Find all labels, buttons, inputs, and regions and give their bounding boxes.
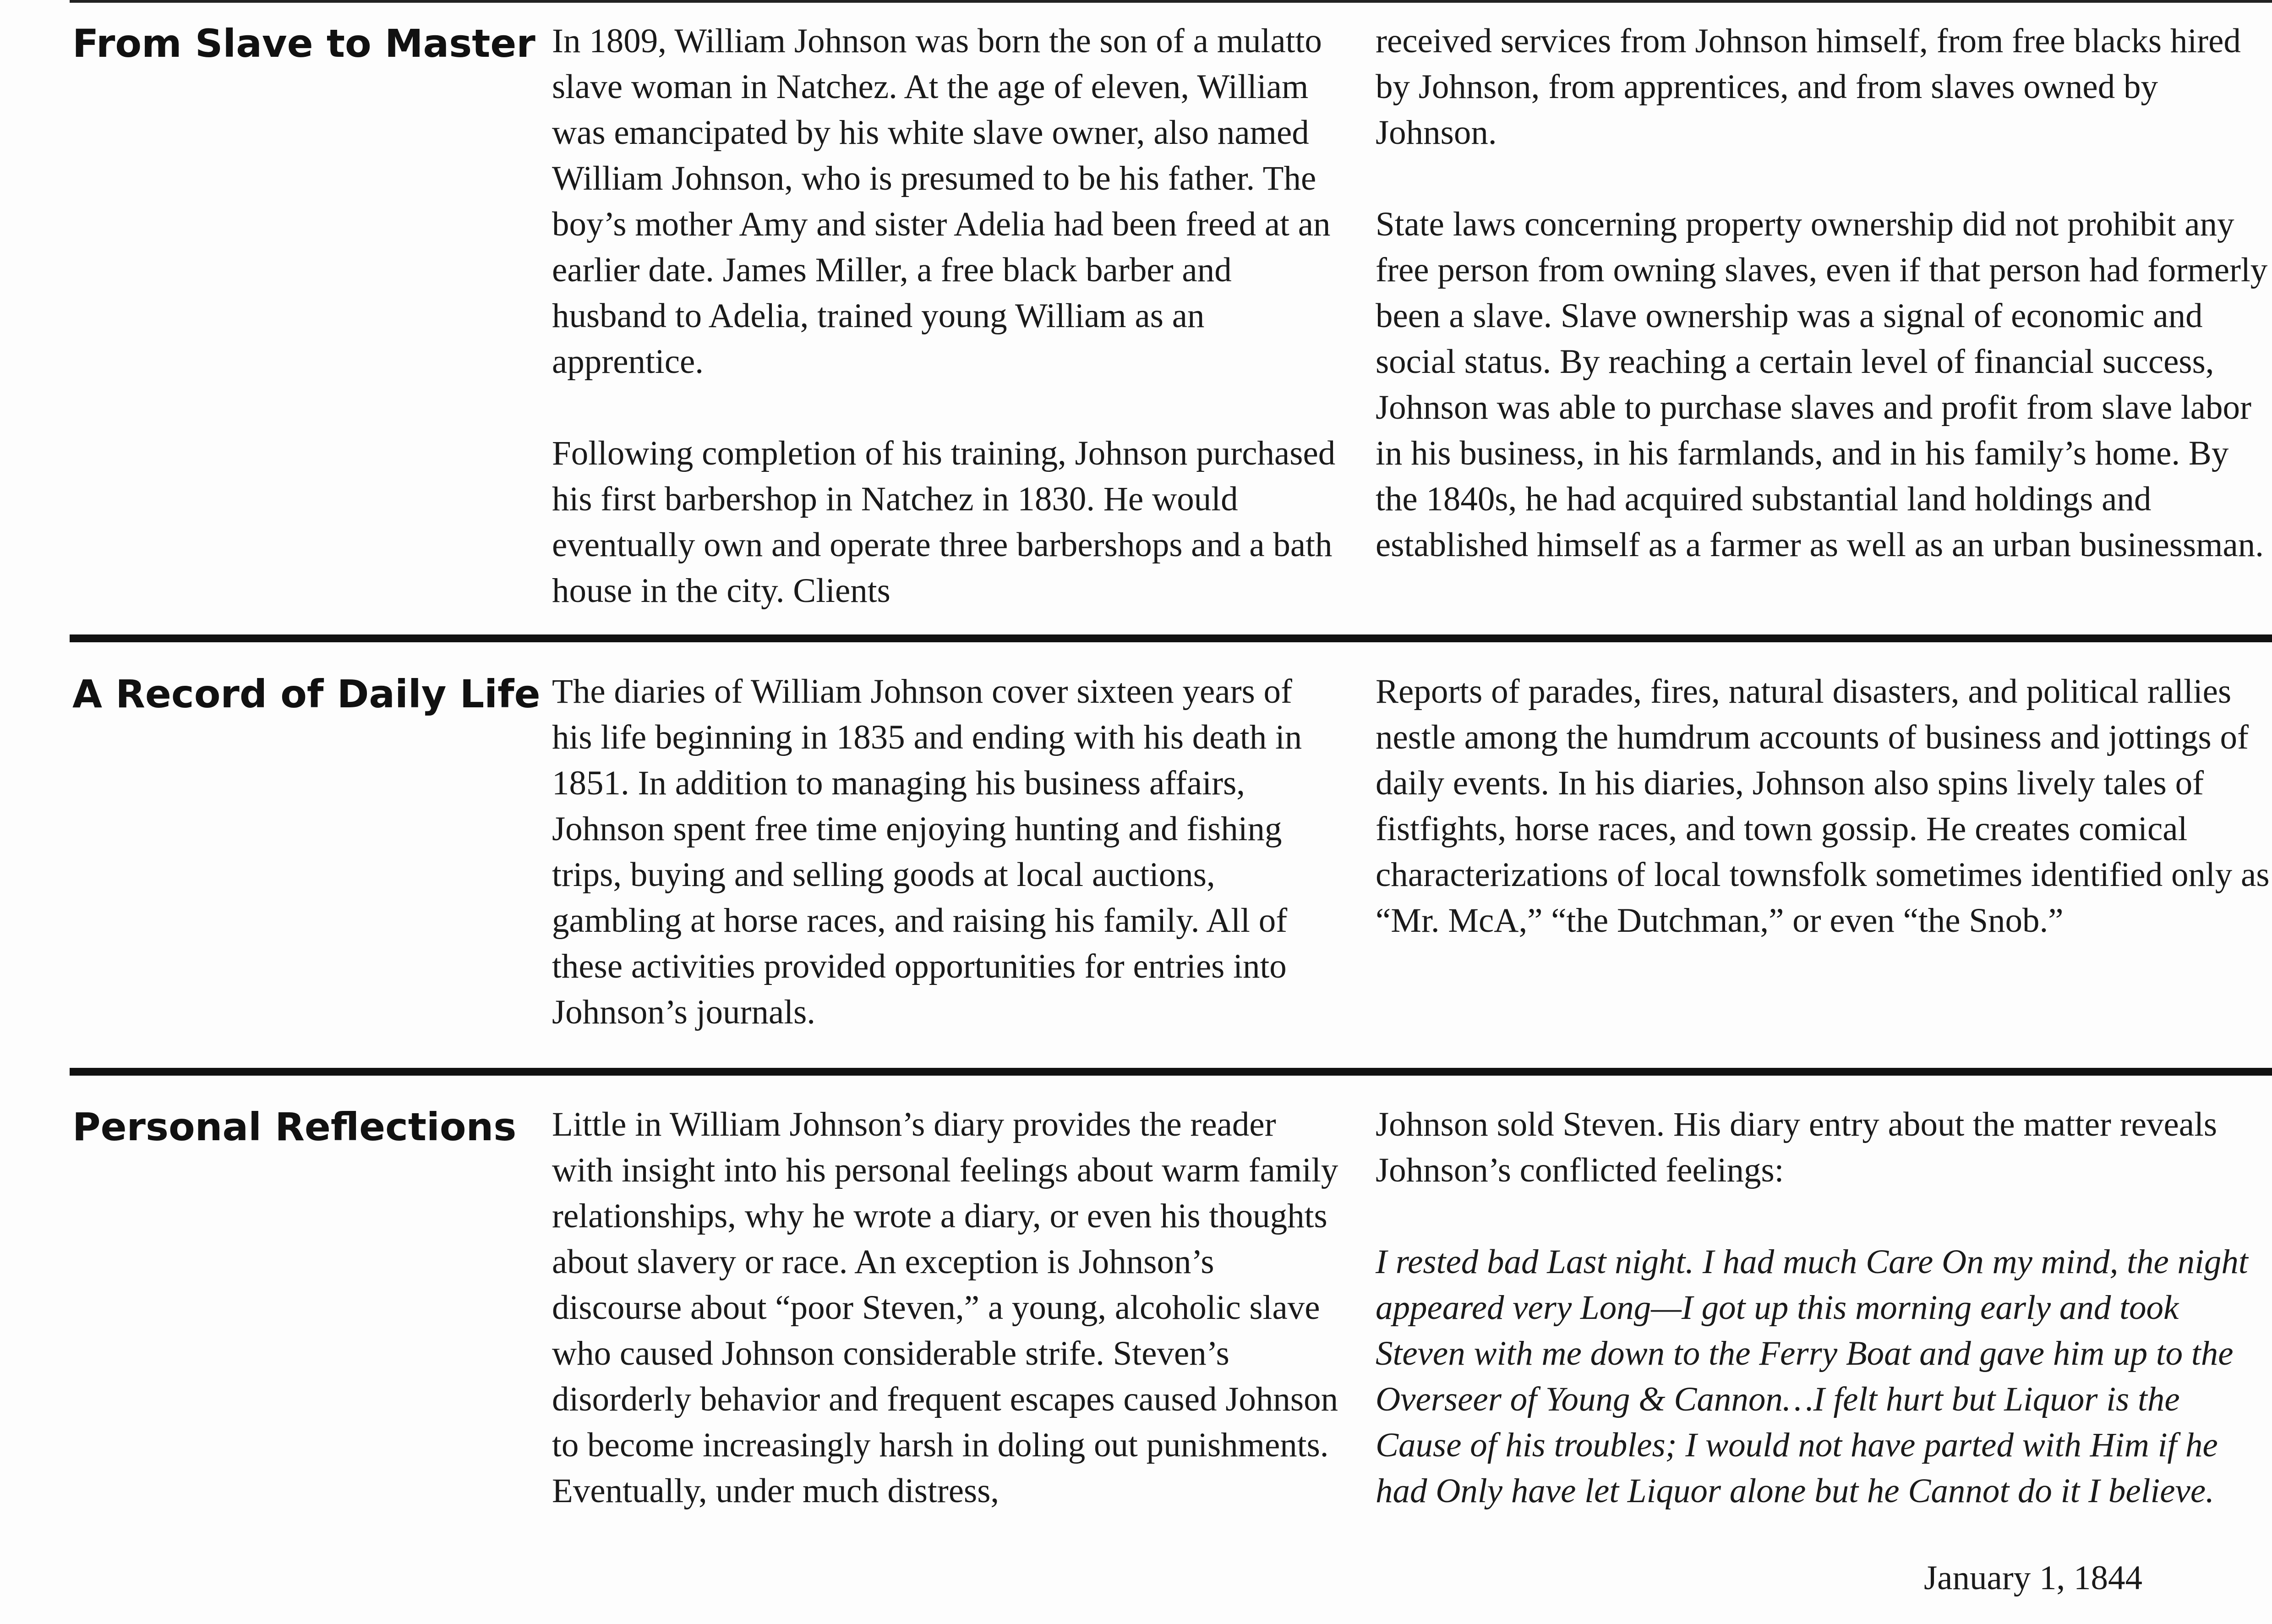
paragraph: State laws concerning property ownership did not prohibit any free person from owning slaves, even if that person had formerly been a slave. Slave ownership was a signal of economic and social status. By reaching a certain level of financial success, Johnson was able to purchase slaves and profit from slave labor in his business, in his farmlands, and in his family’s home. By the 1840s, he had acquired substantial land holdings and established himself as a farmer as well as an urban businessman. xyxy=(1376,205,2268,564)
diary-quote: I rested bad Last night. I had much Care On my mind, the night appeared very Long—I got up this morning early and took Steven with me down to the Ferry Boat and gave him up to the Overseer of Young & Cannon…I felt hurt but Liquor is the Cause of his troubles; I would not have parted with Him if he had Only have let Liquor alone but he Cannot do it I believe. xyxy=(1376,1243,2248,1510)
section-record-of-daily-life xyxy=(0,669,2272,1063)
left-column xyxy=(552,669,1340,1035)
left-column xyxy=(552,18,1340,614)
paragraph: Following completion of his training, Johnson purchased his first barbershop in Natchez in 1830. He would eventually own and operate three barbershops and a bath house in the city. Clients xyxy=(552,434,1336,610)
left-column xyxy=(552,1102,1340,1514)
paragraph: Little in William Johnson’s diary provides the reader with insight into his personal feelings about warm family relationships, why he wrote a diary, or even his thoughts about slavery or race. An exception is Johnson’s discourse about “poor Steven,” a young, alcoholic slave who caused Johnson considerable strife. Steven’s disorderly behavior and frequent escapes caused Johnson to become increasingly harsh in doling out punishments. Eventually, under much distress, xyxy=(552,1105,1338,1510)
paragraph: In 1809, William Johnson was born the son of a mulatto slave woman in Natchez. At the age of eleven, William was emancipated by his white slave owner, also named William Johnson, who is presumed to be his father. The boy’s mother Amy and sister Adelia had been freed at an earlier date. James Miller, a free black barber and husband to Adelia, trained young William as an apprentice. xyxy=(552,22,1331,381)
paragraph: Johnson sold Steven. His diary entry about the matter reveals Johnson’s conflicted feelings: xyxy=(1376,1105,2217,1189)
top-rule xyxy=(70,0,2272,3)
paragraph: Reports of parades, fires, natural disasters, and political rallies nestle among the humdrum accounts of business and jottings of daily events. In his diaries, Johnson also spins lively tales of fistfights, horse races, and town gossip. He creates comical characterizations of local townsfolk sometimes identified only as “Mr. McA,” “the Dutchman,” or even “the Snob.” xyxy=(1376,673,2270,940)
section-personal-reflections xyxy=(0,1102,2272,1615)
section-from-slave-to-master xyxy=(0,18,2272,628)
right-column xyxy=(1376,18,2272,568)
quote-date: January 1, 1844 xyxy=(1924,1559,2142,1597)
section-divider xyxy=(70,634,2272,642)
paragraph: The diaries of William Johnson cover sixteen years of his life beginning in 1835 and ending with his death in 1851. In addition to managing his business affairs, Johnson spent free time enjoying hunting and fishing trips, buying and selling goods at local auctions, gambling at horse races, and raising his family. All of these activities provided opportunities for entries into Johnson’s journals. xyxy=(552,673,1302,1031)
right-column xyxy=(1376,1102,2272,1514)
paragraph: received services from Johnson himself, from free blacks hired by Johnson, from apprentices, and from slaves owned by Johnson. xyxy=(1376,22,2241,152)
section-heading: Personal Reflections xyxy=(72,1105,517,1149)
right-column xyxy=(1376,669,2272,944)
section-heading: A Record of Daily Life xyxy=(72,672,541,716)
section-heading: From Slave to Master xyxy=(72,21,535,66)
section-divider xyxy=(70,1068,2272,1076)
